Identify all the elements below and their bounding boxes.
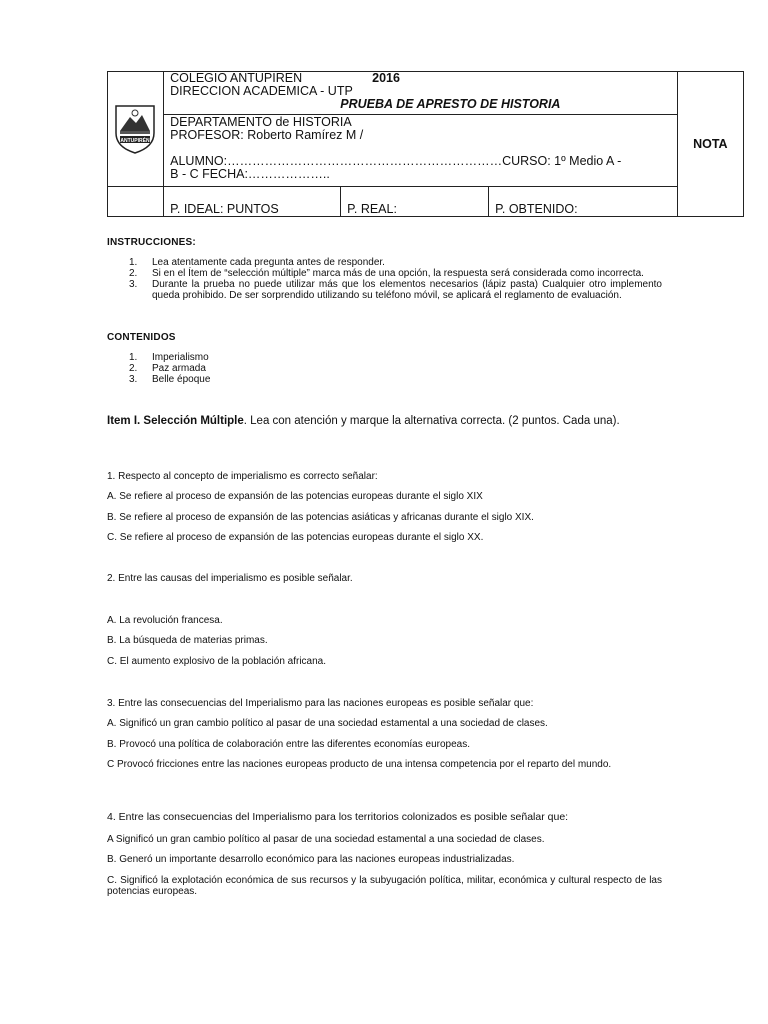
grade-label: NOTA xyxy=(693,136,728,151)
school-year: 2016 xyxy=(372,72,400,85)
question-4: 4. Entre las consecuencias del Imperialismo para los territorios colonizados es posible señalar que: xyxy=(107,811,569,823)
question-2-option-c[interactable]: C. El aumento explosivo de la población africana. xyxy=(107,656,327,667)
academic-direction: DIRECCION ACADÉMICA - UTP xyxy=(170,85,353,98)
question-4-option-b[interactable]: B. Generó un importante desarrollo económico para las naciones europeas industrializadas. xyxy=(107,854,515,865)
school-logo xyxy=(108,93,162,165)
question-3-option-c[interactable]: C Provocó fricciones entre las naciones europeas producto de una intensa competencia por el reparto del mundo. xyxy=(107,759,612,770)
student-info-cell xyxy=(164,115,677,187)
instruction-item: 1. Lea atentamente cada pregunta antes de responder. xyxy=(129,257,385,268)
question-3-option-a[interactable]: A. Significó un gran cambio político al pasar de una sociedad estamental a una sociedad de clases. xyxy=(107,718,548,729)
question-4-option-c[interactable]: C. Significó la explotación económica de sus recursos y la subyugación política, militar, económica y cultural respecto de las potencias europeas. xyxy=(107,875,662,897)
question-3: 3. Entre las consecuencias del Imperialismo para las naciones europeas es posible señalar que: xyxy=(107,698,534,709)
logo-spacer-cell xyxy=(108,187,164,217)
real-score: P. REAL: xyxy=(341,187,489,216)
grade-cell xyxy=(677,72,743,217)
instruction-item: 2. Si en el Ítem de “selección múltiple” marca más de una opción, la respuesta será considerada como incorrecta. xyxy=(129,268,644,279)
ideal-score: P. IDEAL: PUNTOS xyxy=(164,187,341,216)
instructions-heading: INSTRUCCIONES: xyxy=(107,237,196,248)
question-1: 1. Respecto al concepto de imperialismo es correcto señalar: xyxy=(107,471,378,482)
obtained-score: P. OBTENIDO: xyxy=(495,202,578,216)
question-3-option-b[interactable]: B. Provocó una política de colaboración entre las diferentes economías europeas. xyxy=(107,739,470,750)
question-2-option-b[interactable]: B. La búsqueda de materias primas. xyxy=(107,635,268,646)
student-line-2: B - C FECHA:……………….. xyxy=(170,168,330,181)
instructions-list xyxy=(107,257,662,301)
score-row-cell xyxy=(164,187,677,217)
question-1-option-b[interactable]: B. Se refiere al proceso de expansión de las potencias asiáticas y africanas durante el siglo XIX. xyxy=(107,512,534,523)
contents-list xyxy=(107,352,662,385)
school-crest-icon xyxy=(112,103,158,155)
question-2: 2. Entre las causas del imperialismo es posible señalar. xyxy=(107,573,353,584)
item-one-heading xyxy=(107,415,662,428)
student-line-1: ALUMNO:…………………………………………………………CURSO: 1º Medio A - xyxy=(170,155,622,168)
department-line: DEPARTAMENTO de HISTORIA xyxy=(170,116,352,129)
school-name: COLEGIO ANTUPIREN xyxy=(170,72,303,85)
professor-line: PROFESOR: Roberto Ramírez M / xyxy=(170,129,364,142)
content-item: 1. Imperialismo xyxy=(129,352,209,363)
instructions-section xyxy=(107,237,662,301)
test-title: PRUEBA DE APRESTO DE HISTORIA xyxy=(340,98,561,111)
school-logo-cell xyxy=(108,72,164,187)
content-item: 2. Paz armada xyxy=(129,363,206,374)
school-info-cell xyxy=(164,72,677,115)
school-name-line xyxy=(170,72,670,85)
item-one-title: Item I. Selección Múltiple xyxy=(107,415,244,427)
contents-section xyxy=(107,332,662,385)
instruction-item: 3. Durante la prueba no puede utilizar más que los elementos necesarios (lápiz pasta) Cualquier otro implemento queda prohibido. De ser sorprendido utilizando su teléfono móvil, se aplicará el reglamento de evaluación. xyxy=(129,279,662,301)
contents-heading: CONTENIDOS xyxy=(107,332,176,343)
svg-text:ANTUPIRÉN: ANTUPIRÉN xyxy=(120,138,150,144)
question-4-option-a[interactable]: A Significó un gran cambio político al pasar de una sociedad estamental a una sociedad de clases. xyxy=(107,834,545,845)
header-table xyxy=(107,71,744,217)
question-1-option-a[interactable]: A. Se refiere al proceso de expansión de las potencias europeas durante el siglo XIX xyxy=(107,491,483,502)
item-one-instruction: . Lea con atención y marque la alternativa correcta. (2 puntos. Cada una). xyxy=(243,415,620,427)
question-1-option-c[interactable]: C. Se refiere al proceso de expansión de las potencias europeas durante el siglo XX. xyxy=(107,532,484,543)
question-2-option-a[interactable]: A. La revolución francesa. xyxy=(107,615,223,626)
content-item: 3. Belle époque xyxy=(129,374,211,385)
